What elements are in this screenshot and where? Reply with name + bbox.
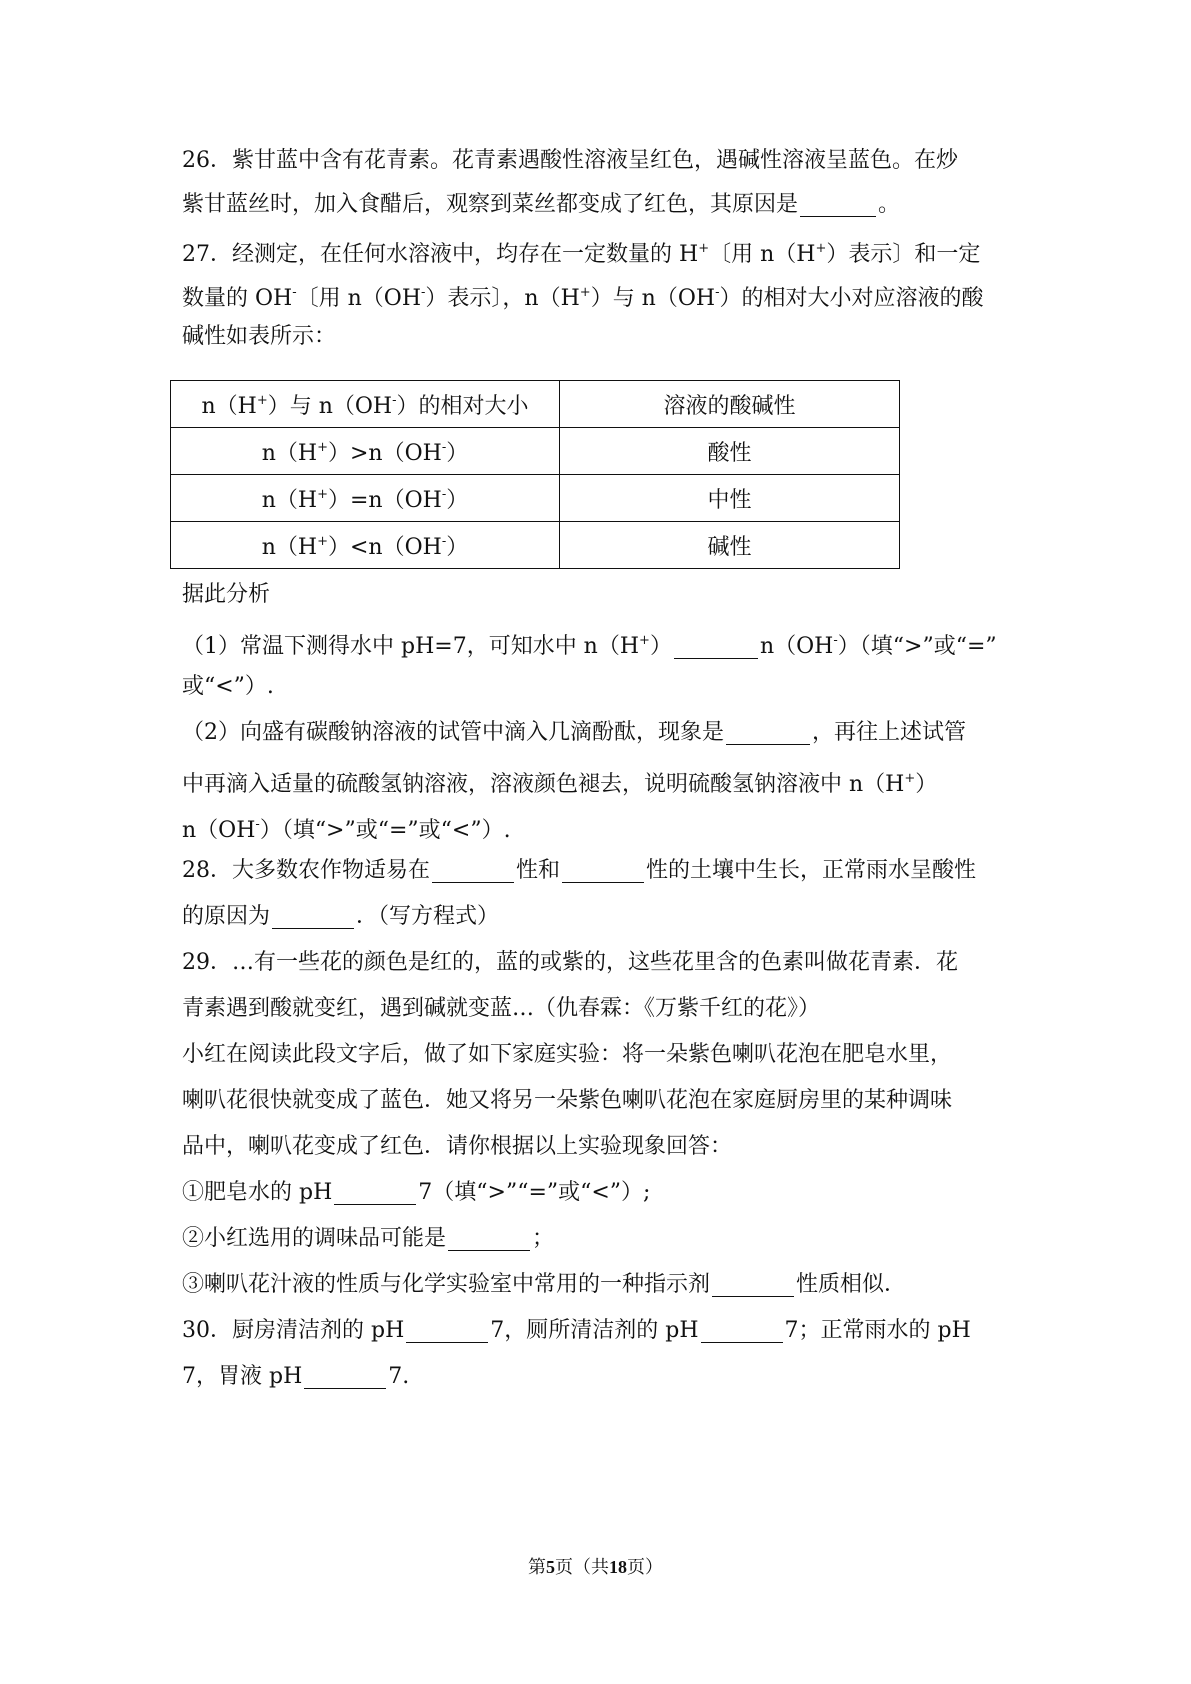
q27-p2-line-1: （2）向盛有碳酸钠溶液的试管中滴入几滴酚酞，现象是 ，再往上述试管 <box>182 720 967 745</box>
answer-blank[interactable] <box>406 1318 488 1343</box>
q29-line-5: 品中，喇叭花变成了红色．请你根据以上实验现象回答： <box>182 1134 733 1159</box>
answer-blank[interactable] <box>800 192 876 217</box>
answer-blank[interactable] <box>432 858 514 883</box>
answer-blank[interactable] <box>726 720 810 745</box>
answer-blank[interactable] <box>712 1272 794 1297</box>
table-row <box>171 522 900 569</box>
table-cell: 碱性 <box>560 522 900 569</box>
q30-line-2: 7，胃液 pH 7. <box>182 1364 410 1389</box>
table-cell: n（H+）=n（OH-） <box>171 475 560 522</box>
q26-line-2: 紫甘蓝丝时，加入食醋后，观察到菜丝都变成了红色，其原因是 。 <box>182 192 901 217</box>
acidity-table <box>170 380 900 569</box>
q26-line-1: 26．紫甘蓝中含有花青素。花青素遇酸性溶液呈红色，遇碱性溶液呈蓝色。在炒 <box>182 148 958 173</box>
table-header-cell: 溶液的酸碱性 <box>560 381 900 428</box>
q29-line-1: 29．…有一些花的颜色是红的，蓝的或紫的，这些花里含的色素叫做花青素．花 <box>182 950 958 975</box>
page-total: 18 <box>609 1557 627 1577</box>
answer-blank[interactable] <box>334 1180 416 1205</box>
table-cell: 酸性 <box>560 428 900 475</box>
q30-line-1: 30．厨房清洁剂的 pH 7，厕所清洁剂的 pH 7；正常雨水的 pH <box>182 1318 971 1343</box>
table-cell: n（H+）<n（OH-） <box>171 522 560 569</box>
answer-blank[interactable] <box>701 1318 783 1343</box>
q29-sub-3: ③喇叭花汁液的性质与化学实验室中常用的一种指示剂 性质相似． <box>182 1272 907 1297</box>
table-header-cell: n（H+）与 n（OH-）的相对大小 <box>171 381 560 428</box>
answer-blank[interactable] <box>674 634 758 659</box>
q27-line-3: 碱性如表所示： <box>182 324 337 349</box>
q27-p2-line-3: n（OH-）（填“>”或“=”或“<”）. <box>182 817 511 843</box>
table-cell: n（H+）>n（OH-） <box>171 428 560 475</box>
q29-line-2: 青素遇到酸就变红，遇到碱就变蓝…（仇春霖：《万紫千红的花》） <box>182 996 821 1021</box>
q27-line-1: 27．经测定，在任何水溶液中，均存在一定数量的 H+〔用 n（H+）表示〕和一定 <box>182 241 981 267</box>
q27-analysis: 据此分析 <box>182 582 271 607</box>
q29-sub-2: ②小红选用的调味品可能是 ； <box>182 1226 555 1251</box>
page-number: 5 <box>546 1557 555 1577</box>
table-header-row <box>171 381 900 428</box>
q29-line-3: 小红在阅读此段文字后，做了如下家庭实验：将一朵紫色喇叭花泡在肥皂水里， <box>182 1042 953 1067</box>
q29-line-4: 喇叭花很快就变成了蓝色．她又将另一朵紫色喇叭花泡在家庭厨房里的某种调味 <box>182 1088 953 1113</box>
answer-blank[interactable] <box>304 1364 386 1389</box>
page-footer: 第5页（共18页） <box>528 1557 663 1578</box>
table-row <box>171 428 900 475</box>
answer-blank[interactable] <box>448 1226 530 1251</box>
table-row <box>171 475 900 522</box>
q28-line-1: 28．大多数农作物适易在 性和 性的土壤中生长，正常雨水呈酸性 <box>182 858 977 883</box>
q29-sub-1: ①肥皂水的 pH 7（填“>”“=”或“<”）; <box>182 1180 651 1205</box>
answer-blank[interactable] <box>562 858 644 883</box>
answer-blank[interactable] <box>272 904 354 929</box>
q27-p2-line-2: 中再滴入适量的硫酸氢钠溶液，溶液颜色褪去，说明硫酸氢钠溶液中 n（H+） <box>182 771 938 797</box>
table-cell: 中性 <box>560 475 900 522</box>
q27-p1-line-1: （1）常温下测得水中 pH=7，可知水中 n（H+） n（OH-）（填“>”或“=” <box>182 633 997 659</box>
q28-line-2: 的原因为 ．（写方程式） <box>182 904 500 929</box>
q27-p1-line-2: 或“<”）. <box>182 674 274 699</box>
q27-line-2: 数量的 OH-〔用 n（OH-）表示〕，n（H+）与 n（OH-）的相对大小对应溶液的酸 <box>182 285 984 311</box>
